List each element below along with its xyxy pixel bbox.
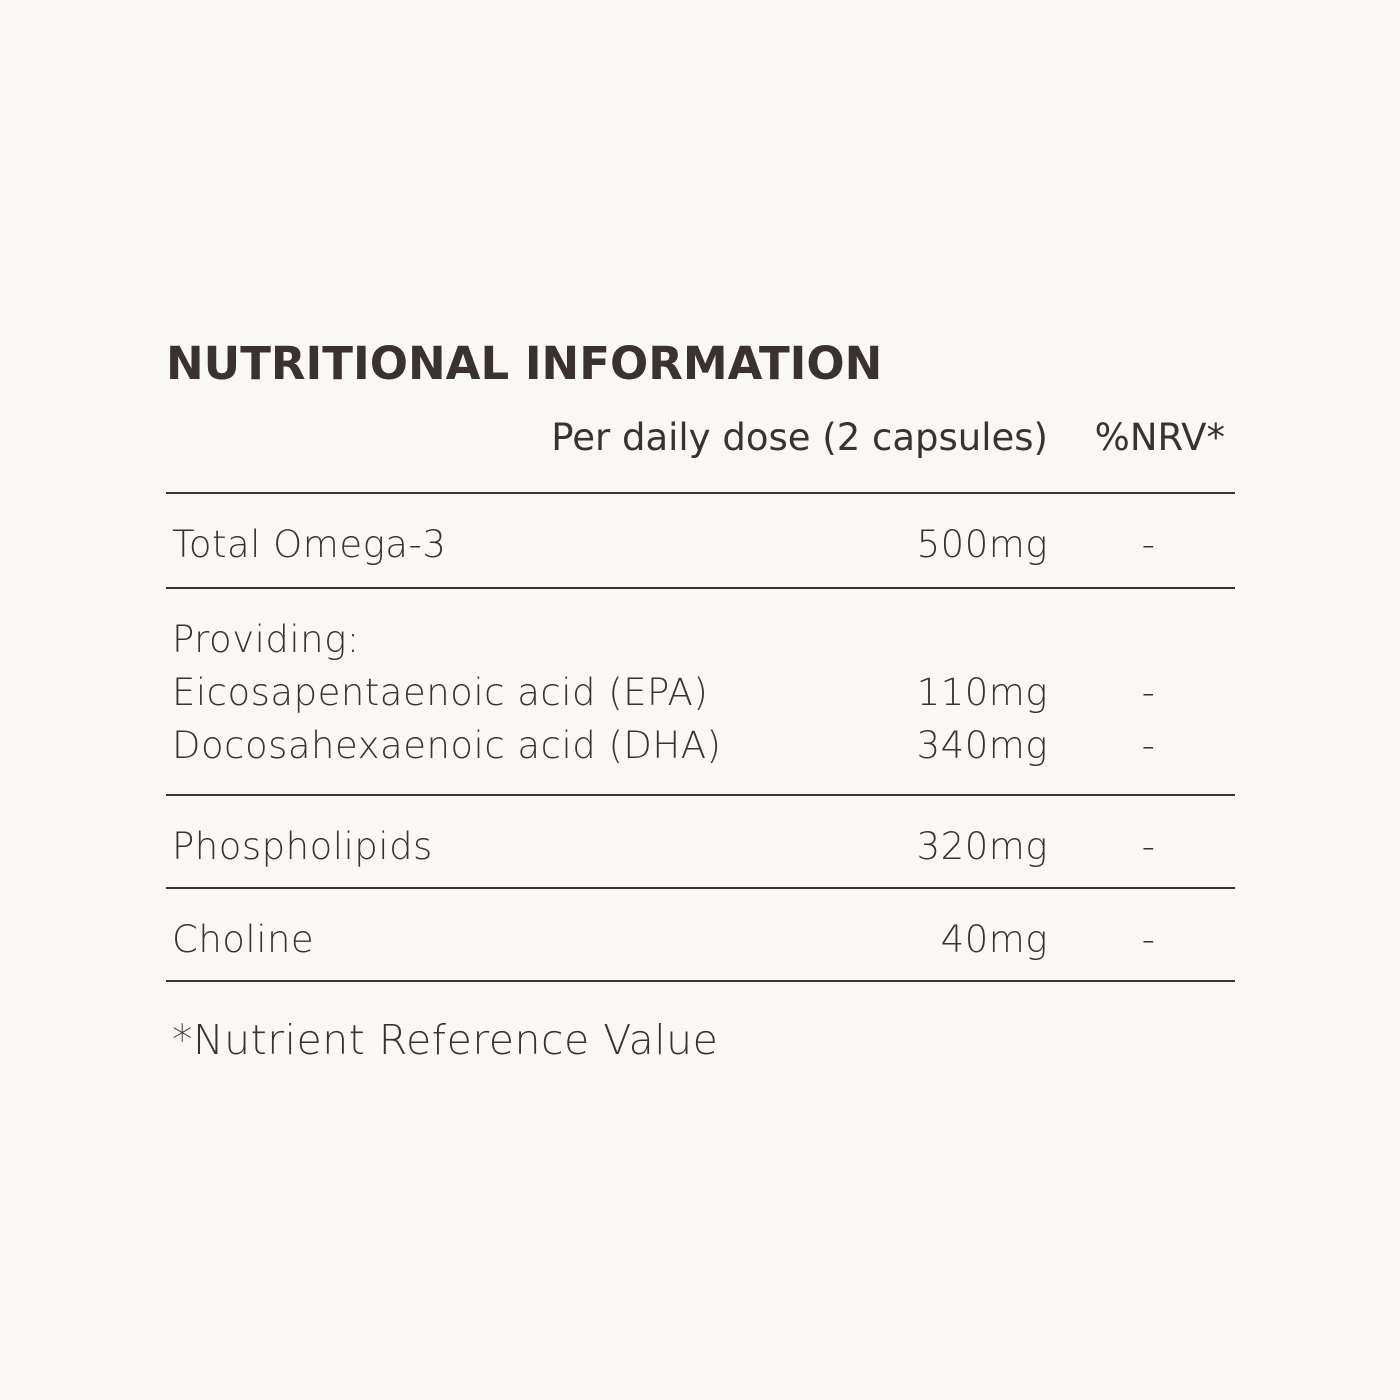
nrv-column-header: %NRV* bbox=[1094, 416, 1225, 459]
table-row-group bbox=[166, 589, 1235, 794]
nutrient-name: Total Omega-3 bbox=[172, 523, 447, 566]
nutrient-amount: 110mg bbox=[916, 671, 1048, 714]
nutrient-amount: 320mg bbox=[916, 825, 1048, 868]
nutrient-amount: 340mg bbox=[916, 724, 1048, 767]
nutrient-nrv: - bbox=[1141, 671, 1155, 714]
table-row bbox=[166, 494, 1235, 587]
page-title: NUTRITIONAL INFORMATION bbox=[166, 337, 883, 390]
table-row bbox=[166, 796, 1235, 887]
dose-column-header: Per daily dose (2 capsules) bbox=[551, 416, 1048, 459]
footnote: *Nutrient Reference Value bbox=[172, 1016, 719, 1064]
nutrient-name: Phospholipids bbox=[172, 825, 433, 868]
nutrient-name: Docosahexaenoic acid (DHA) bbox=[172, 724, 722, 767]
divider bbox=[166, 980, 1235, 982]
nutrient-nrv: - bbox=[1141, 724, 1155, 767]
nutrient-amount: 500mg bbox=[916, 523, 1048, 566]
nutrient-name: Eicosapentaenoic acid (EPA) bbox=[172, 671, 709, 714]
nutrient-nrv: - bbox=[1141, 523, 1155, 566]
nutrient-nrv: - bbox=[1141, 825, 1155, 868]
nutrient-nrv: - bbox=[1141, 918, 1155, 961]
nutrient-name: Choline bbox=[172, 918, 315, 961]
table-row bbox=[166, 889, 1235, 980]
nutrition-panel bbox=[166, 332, 1235, 1068]
table-header bbox=[166, 396, 1235, 492]
nutrient-amount: 40mg bbox=[940, 918, 1048, 961]
nutrient-name: Providing: bbox=[172, 618, 360, 661]
